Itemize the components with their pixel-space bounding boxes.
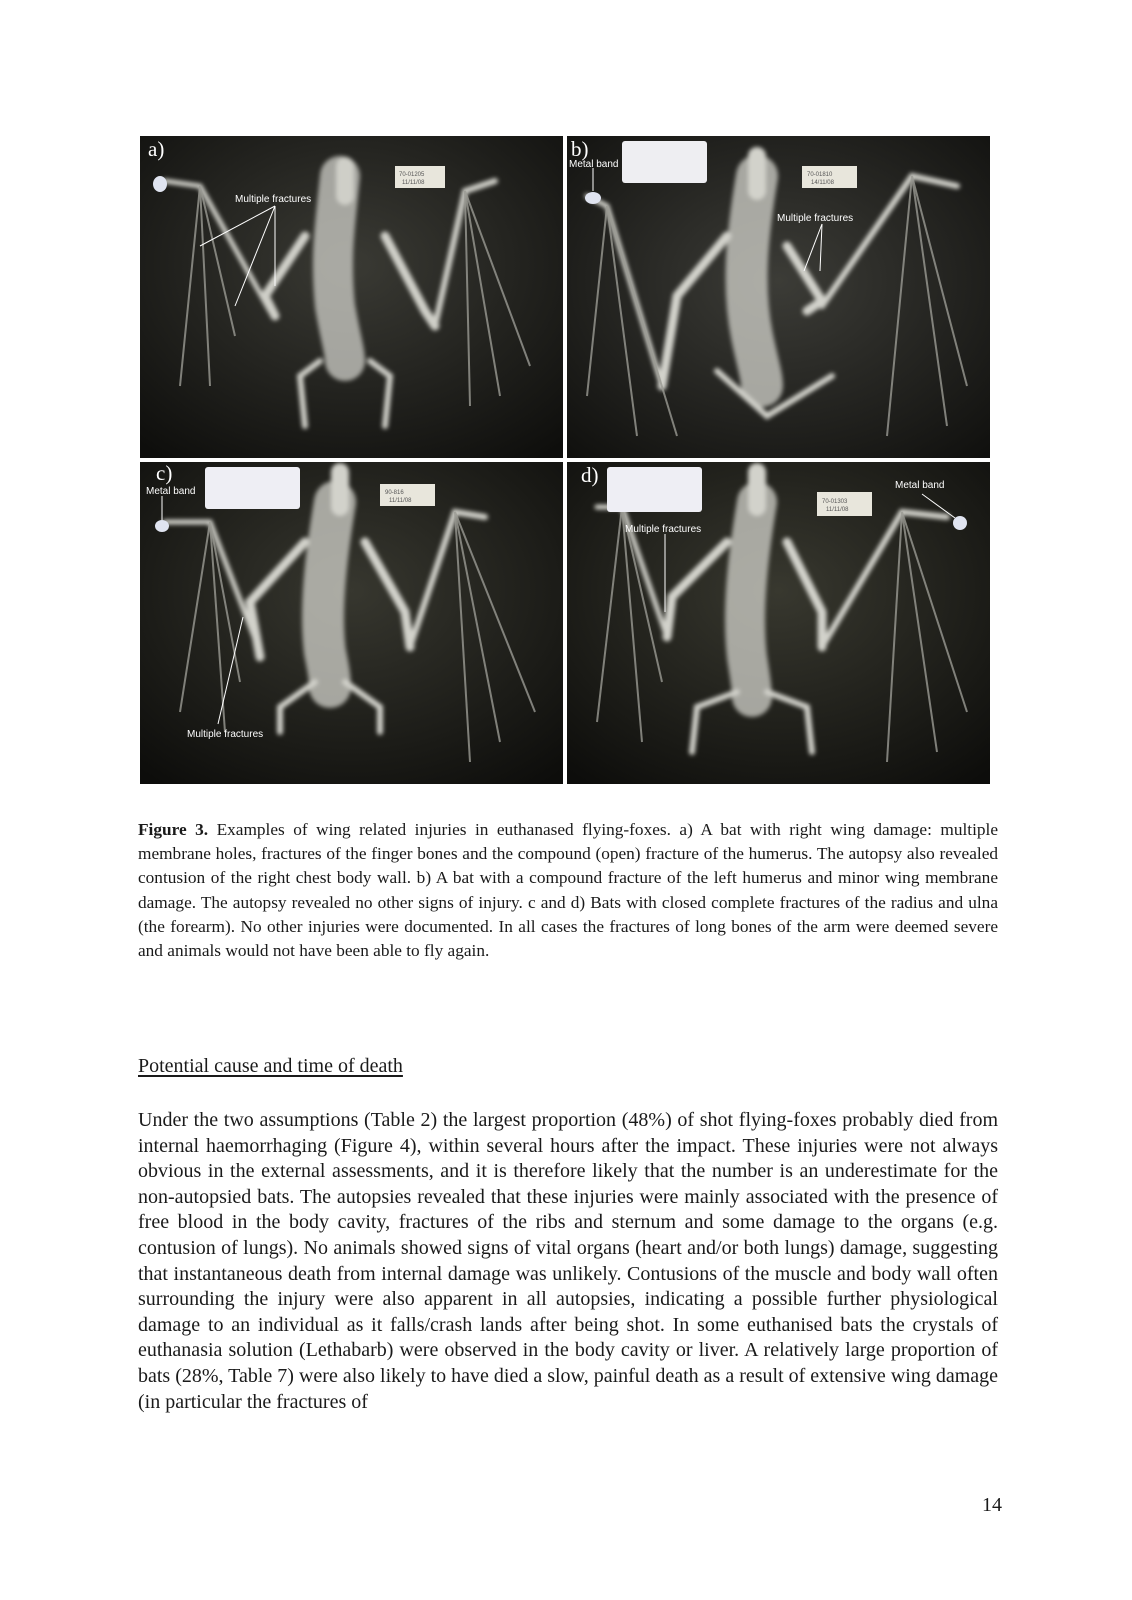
xray-image-b [567, 136, 990, 458]
label-sticker [205, 467, 300, 509]
annotation-metal-band: Metal band [895, 480, 945, 491]
xray-panel-b [567, 136, 990, 458]
annotation-metal-band: Metal band [569, 159, 619, 170]
tag-line-1: 90-816 [385, 490, 404, 496]
xray-panel-c [140, 462, 563, 784]
metal-band-marker [953, 516, 967, 530]
page-number: 14 [982, 1494, 1002, 1516]
annotation-metal-band: Metal band [146, 486, 196, 497]
annotation-multiple-fractures: Multiple fractures [625, 524, 702, 535]
panel-label-d: d) [581, 463, 599, 487]
panel-label-b: b) [571, 137, 589, 161]
label-sticker [607, 467, 702, 512]
caption-label: Figure 3. [138, 820, 209, 839]
xray-image-a [140, 136, 563, 458]
tag-line-2: 14/11/08 [811, 180, 834, 186]
xray-image-d [567, 462, 990, 784]
tag-line-1: 70-01205 [399, 172, 425, 178]
annotation-multiple-fractures: Multiple fractures [187, 729, 264, 740]
panel-label-a: a) [148, 137, 165, 161]
figure-caption [138, 818, 998, 963]
xray-panel-d [567, 462, 990, 784]
xray-image-c [140, 462, 563, 784]
tag-line-2: 11/11/08 [402, 180, 425, 186]
label-sticker [622, 141, 707, 183]
panel-label-c: c) [156, 462, 173, 485]
annotation-multiple-fractures: Multiple fractures [235, 194, 312, 205]
section-heading: Potential cause and time of death [138, 1055, 403, 1077]
tag-line-2: 11/11/08 [826, 507, 849, 513]
annotation-multiple-fractures: Multiple fractures [777, 213, 854, 224]
figure-3 [140, 136, 990, 786]
tag-line-1: 70-01303 [822, 499, 848, 505]
caption-text: Examples of wing related injuries in euthanased flying-foxes. a) A bat with right wing damage: multiple membrane holes, fractures of the finger bones and the compound (open) fracture of the humerus. The autopsy also revealed contusion of the right chest body wall. b) A bat with a compound fracture of the left humerus and minor wing membrane damage. The autopsy revealed no other signs of injury. c and d) Bats with closed complete fractures of the radius and ulna (the forearm). No other injuries were documented. In all cases the fractures of long bones of the arm were deemed severe and animals would not have been able to fly again. [138, 820, 998, 961]
metal-band-marker [155, 520, 169, 532]
body-paragraph: Under the two assumptions (Table 2) the largest proportion (48%) of shot flying-foxes probably died from internal haemorrhaging (Figure 4), within several hours after the impact. These injuries were not always obvious in the external assessments, and it is therefore likely that the number is an underestimate for the non-autopsied bats. The autopsies revealed that these injuries were mainly associated with the presence of free blood in the body cavity, fractures of the ribs and sternum and some damage to the organs (e.g. contusion of lungs). No animals showed signs of vital organs (heart and/or both lungs) damage, suggesting that instantaneous death from internal damage was unlikely. Contusions of the muscle and body wall often surrounding the injury were also apparent in all autopsies, indicating a possible further physiological damage to an individual as it falls/crash lands after being shot. In some euthanised bats the crystals of euthanasia solution (Lethabarb) were observed in the body cavity or liver. A relatively large proportion of bats (28%, Table 7) were also likely to have died a slow, painful death as a result of extensive wing damage (in particular the fractures of [138, 1109, 998, 1413]
metal-band-marker [153, 176, 167, 192]
xray-panel-a [140, 136, 563, 458]
metal-band-marker [585, 192, 601, 204]
tag-line-2: 11/11/08 [389, 498, 412, 504]
tag-line-1: 70-01810 [807, 172, 833, 178]
